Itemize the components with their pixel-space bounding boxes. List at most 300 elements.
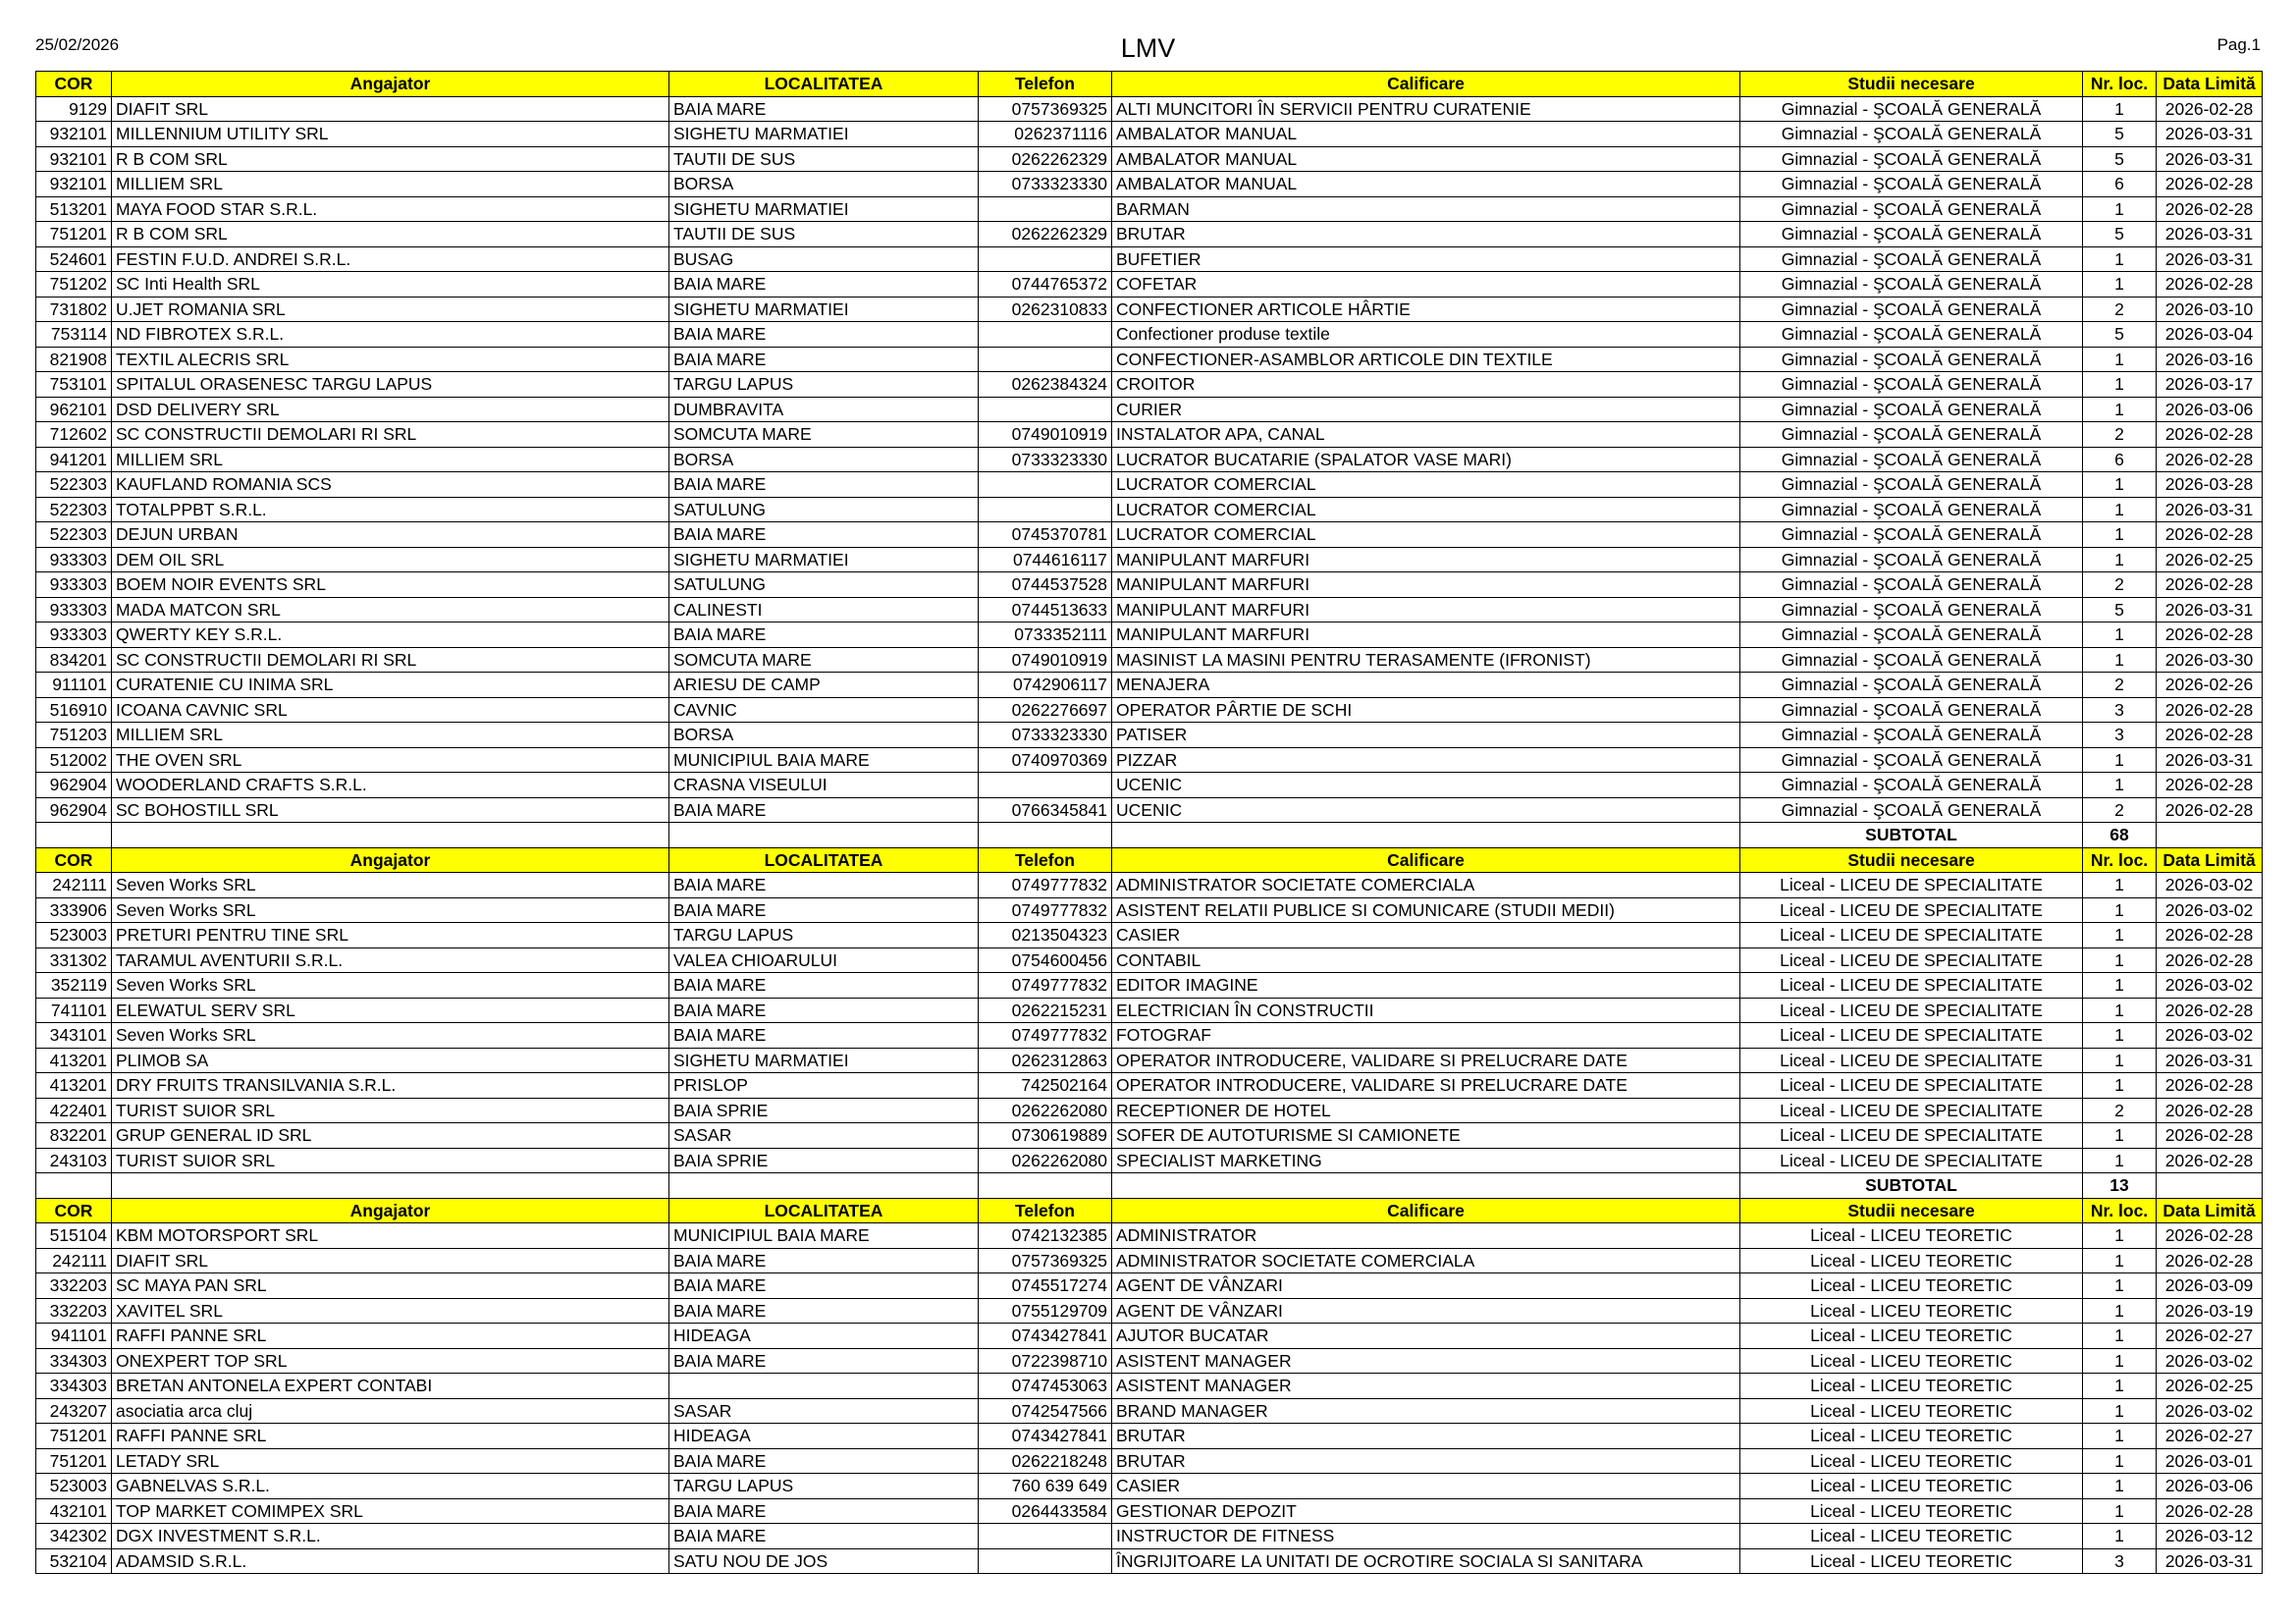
cor-cell: 515104 (36, 1223, 112, 1249)
locality-cell: CRASNA VISEULUI (669, 773, 979, 798)
col-header-cor: COR (36, 1198, 112, 1223)
locality-cell: BAIA MARE (669, 1348, 979, 1374)
locality-cell: SIGHETU MARMATIEI (669, 297, 979, 322)
locality-cell: ARIESU DE CAMP (669, 673, 979, 698)
col-header-employer: Angajator (112, 72, 669, 97)
locality-cell: BAIA MARE (669, 1524, 979, 1549)
qualification-cell: MENAJERA (1112, 673, 1740, 698)
positions-cell: 1 (2083, 1398, 2157, 1424)
employer-cell: asociatia arca cluj (112, 1398, 669, 1424)
locality-cell: SATU NOU DE JOS (669, 1548, 979, 1574)
deadline-cell: 2026-02-28 (2157, 422, 2263, 448)
qualification-cell: ALTI MUNCITORI ÎN SERVICII PENTRU CURATENIE (1112, 96, 1740, 122)
table-row (36, 96, 2263, 122)
locality-cell: BAIA MARE (669, 96, 979, 122)
table-row (36, 673, 2263, 698)
positions-cell: 1 (2083, 96, 2157, 122)
table-row (36, 347, 2263, 372)
employer-cell: PLIMOB SA (112, 1048, 669, 1073)
locality-cell: SASAR (669, 1123, 979, 1149)
cor-cell: 941101 (36, 1324, 112, 1349)
employer-cell: KAUFLAND ROMANIA SCS (112, 472, 669, 498)
employer-cell: SC Inti Health SRL (112, 272, 669, 298)
locality-cell: SIGHETU MARMATIEI (669, 547, 979, 572)
phone-cell: 0262384324 (979, 372, 1112, 398)
studies-cell: Gimnazial - ŞCOALĂ GENERALĂ (1740, 322, 2083, 348)
phone-cell: 0262262080 (979, 1098, 1112, 1123)
deadline-cell: 2026-03-02 (2157, 873, 2263, 898)
positions-cell: 1 (2083, 246, 2157, 272)
table-row (36, 998, 2263, 1023)
table-row (36, 623, 2263, 648)
phone-cell: 0733352111 (979, 623, 1112, 648)
employer-cell: MADA MATCON SRL (112, 597, 669, 623)
cor-cell: 334303 (36, 1348, 112, 1374)
studies-cell: Liceal - LICEU TEORETIC (1740, 1374, 2083, 1399)
col-header-employer: Angajator (112, 1198, 669, 1223)
col-header-locality: LOCALITATEA (669, 1198, 979, 1223)
studies-cell: Gimnazial - ŞCOALĂ GENERALĂ (1740, 196, 2083, 222)
phone-cell: 0262262080 (979, 1148, 1112, 1173)
studies-cell: Liceal - LICEU TEORETIC (1740, 1348, 2083, 1374)
studies-cell: Liceal - LICEU TEORETIC (1740, 1548, 2083, 1574)
positions-cell: 1 (2083, 1348, 2157, 1374)
studies-cell: Gimnazial - ŞCOALĂ GENERALĂ (1740, 122, 2083, 147)
employer-cell: Seven Works SRL (112, 1023, 669, 1049)
qualification-cell: LUCRATOR COMERCIAL (1112, 472, 1740, 498)
employer-cell: RAFFI PANNE SRL (112, 1424, 669, 1449)
qualification-cell: CONFECTIONER ARTICOLE HÂRTIE (1112, 297, 1740, 322)
positions-cell: 2 (2083, 572, 2157, 598)
table-row (36, 1273, 2263, 1299)
deadline-cell: 2026-03-06 (2157, 1474, 2263, 1499)
table-row (36, 522, 2263, 548)
phone-cell: 0757369325 (979, 1248, 1112, 1273)
deadline-cell: 2026-02-28 (2157, 1223, 2263, 1249)
table-row (36, 322, 2263, 348)
table-header-row (36, 1198, 2263, 1223)
employer-cell: RAFFI PANNE SRL (112, 1324, 669, 1349)
studies-cell: Liceal - LICEU TEORETIC (1740, 1273, 2083, 1299)
phone-cell (979, 397, 1112, 422)
studies-cell: Gimnazial - ŞCOALĂ GENERALĂ (1740, 522, 2083, 548)
phone-cell: 0744513633 (979, 597, 1112, 623)
table-row (36, 497, 2263, 522)
phone-cell: 0742547566 (979, 1398, 1112, 1424)
cor-cell: 753101 (36, 372, 112, 398)
phone-cell (979, 347, 1112, 372)
col-header-phone: Telefon (979, 1198, 1112, 1223)
qualification-cell: UCENIC (1112, 773, 1740, 798)
phone-cell: 0749777832 (979, 897, 1112, 923)
phone-cell: 0722398710 (979, 1348, 1112, 1374)
qualification-cell: CONTABIL (1112, 947, 1740, 973)
table-row (36, 222, 2263, 247)
studies-cell: Liceal - LICEU DE SPECIALITATE (1740, 973, 2083, 999)
cor-cell: 941201 (36, 447, 112, 472)
studies-cell: Liceal - LICEU DE SPECIALITATE (1740, 998, 2083, 1023)
deadline-cell: 2026-02-28 (2157, 1248, 2263, 1273)
locality-cell: CALINESTI (669, 597, 979, 623)
studies-cell: Liceal - LICEU TEORETIC (1740, 1248, 2083, 1273)
studies-cell: Gimnazial - ŞCOALĂ GENERALĂ (1740, 246, 2083, 272)
qualification-cell: BRUTAR (1112, 222, 1740, 247)
deadline-cell: 2026-02-28 (2157, 272, 2263, 298)
table-row (36, 1123, 2263, 1149)
studies-cell: Gimnazial - ŞCOALĂ GENERALĂ (1740, 146, 2083, 172)
employer-cell: SC CONSTRUCTII DEMOLARI RI SRL (112, 422, 669, 448)
cor-cell: 343101 (36, 1023, 112, 1049)
table-row (36, 1548, 2263, 1574)
positions-cell: 3 (2083, 697, 2157, 723)
table-row (36, 1223, 2263, 1249)
employer-cell: DEJUN URBAN (112, 522, 669, 548)
table-row (36, 597, 2263, 623)
phone-cell: 0744537528 (979, 572, 1112, 598)
locality-cell: SATULUNG (669, 572, 979, 598)
cor-cell: 962101 (36, 397, 112, 422)
positions-cell: 1 (2083, 1223, 2157, 1249)
employer-cell: R B COM SRL (112, 146, 669, 172)
cor-cell: 524601 (36, 246, 112, 272)
positions-cell: 1 (2083, 923, 2157, 948)
cor-cell: 933303 (36, 572, 112, 598)
locality-cell: MUNICIPIUL BAIA MARE (669, 747, 979, 773)
deadline-cell: 2026-03-31 (2157, 246, 2263, 272)
phone-cell: 0262371116 (979, 122, 1112, 147)
phone-cell: 0742132385 (979, 1223, 1112, 1249)
positions-cell: 1 (2083, 397, 2157, 422)
deadline-cell: 2026-03-28 (2157, 472, 2263, 498)
cor-cell: 741101 (36, 998, 112, 1023)
employer-cell: SC BOHOSTILL SRL (112, 797, 669, 823)
studies-cell: Gimnazial - ŞCOALĂ GENERALĂ (1740, 647, 2083, 673)
deadline-cell: 2026-02-28 (2157, 1073, 2263, 1099)
subtotal-empty-cell (1112, 823, 1740, 848)
deadline-cell: 2026-03-02 (2157, 1398, 2263, 1424)
deadline-cell: 2026-02-28 (2157, 998, 2263, 1023)
positions-cell: 1 (2083, 472, 2157, 498)
table-row (36, 747, 2263, 773)
table-row (36, 146, 2263, 172)
table-row (36, 1298, 2263, 1324)
studies-cell: Gimnazial - ŞCOALĂ GENERALĂ (1740, 623, 2083, 648)
col-header-locality: LOCALITATEA (669, 72, 979, 97)
positions-cell: 1 (2083, 1474, 2157, 1499)
studies-cell: Gimnazial - ŞCOALĂ GENERALĂ (1740, 272, 2083, 298)
employer-cell: ADAMSID S.R.L. (112, 1548, 669, 1574)
positions-cell: 1 (2083, 1048, 2157, 1073)
qualification-cell: ASISTENT MANAGER (1112, 1374, 1740, 1399)
studies-cell: Gimnazial - ŞCOALĂ GENERALĂ (1740, 773, 2083, 798)
table-row (36, 1023, 2263, 1049)
subtotal-empty-cell (669, 1173, 979, 1199)
positions-cell: 1 (2083, 1524, 2157, 1549)
qualification-cell: BARMAN (1112, 196, 1740, 222)
deadline-cell: 2026-03-02 (2157, 973, 2263, 999)
studies-cell: Gimnazial - ŞCOALĂ GENERALĂ (1740, 697, 2083, 723)
deadline-cell: 2026-03-31 (2157, 146, 2263, 172)
deadline-cell: 2026-03-31 (2157, 122, 2263, 147)
phone-cell (979, 472, 1112, 498)
table-row (36, 697, 2263, 723)
table-row (36, 897, 2263, 923)
locality-cell: BUSAG (669, 246, 979, 272)
studies-cell: Liceal - LICEU DE SPECIALITATE (1740, 1123, 2083, 1149)
deadline-cell: 2026-03-02 (2157, 897, 2263, 923)
phone-cell (979, 1524, 1112, 1549)
employer-cell: DGX INVESTMENT S.R.L. (112, 1524, 669, 1549)
locality-cell: BAIA MARE (669, 623, 979, 648)
positions-cell: 1 (2083, 547, 2157, 572)
phone-cell: 0262262329 (979, 146, 1112, 172)
cor-cell: 932101 (36, 122, 112, 147)
qualification-cell: SOFER DE AUTOTURISME SI CAMIONETE (1112, 1123, 1740, 1149)
qualification-cell: ADMINISTRATOR SOCIETATE COMERCIALA (1112, 873, 1740, 898)
locality-cell: SIGHETU MARMATIEI (669, 196, 979, 222)
table-row (36, 923, 2263, 948)
phone-cell: 0262262329 (979, 222, 1112, 247)
positions-cell: 1 (2083, 1498, 2157, 1524)
phone-cell: 0730619889 (979, 1123, 1112, 1149)
locality-cell: BAIA MARE (669, 998, 979, 1023)
cor-cell: 523003 (36, 923, 112, 948)
locality-cell: TARGU LAPUS (669, 923, 979, 948)
locality-cell: BAIA MARE (669, 1248, 979, 1273)
qualification-cell: OPERATOR INTRODUCERE, VALIDARE SI PRELUCRARE DATE (1112, 1073, 1740, 1099)
phone-cell: 0742906117 (979, 673, 1112, 698)
subtotal-empty-cell (112, 823, 669, 848)
qualification-cell: BRUTAR (1112, 1448, 1740, 1474)
phone-cell: 0262215231 (979, 998, 1112, 1023)
deadline-cell: 2026-02-28 (2157, 623, 2263, 648)
employer-cell: KBM MOTORSPORT SRL (112, 1223, 669, 1249)
table-row (36, 1048, 2263, 1073)
positions-cell: 2 (2083, 422, 2157, 448)
locality-cell: BAIA MARE (669, 797, 979, 823)
cor-cell: 932101 (36, 172, 112, 197)
col-header-studies: Studii necesare (1740, 847, 2083, 873)
col-header-positions: Nr. loc. (2083, 847, 2157, 873)
qualification-cell: EDITOR IMAGINE (1112, 973, 1740, 999)
cor-cell: 352119 (36, 973, 112, 999)
phone-cell: 0757369325 (979, 96, 1112, 122)
studies-cell: Liceal - LICEU DE SPECIALITATE (1740, 1148, 2083, 1173)
locality-cell: SIGHETU MARMATIEI (669, 1048, 979, 1073)
employer-cell: DIAFIT SRL (112, 96, 669, 122)
deadline-cell: 2026-02-28 (2157, 447, 2263, 472)
positions-cell: 5 (2083, 222, 2157, 247)
locality-cell: SOMCUTA MARE (669, 647, 979, 673)
studies-cell: Liceal - LICEU TEORETIC (1740, 1498, 2083, 1524)
table-row (36, 973, 2263, 999)
table-row (36, 1248, 2263, 1273)
positions-cell: 1 (2083, 1073, 2157, 1099)
locality-cell: BAIA MARE (669, 1023, 979, 1049)
positions-cell: 1 (2083, 1324, 2157, 1349)
positions-cell: 3 (2083, 1548, 2157, 1574)
studies-cell: Liceal - LICEU TEORETIC (1740, 1223, 2083, 1249)
table-row (36, 122, 2263, 147)
table-row (36, 272, 2263, 298)
employer-cell: MILLIEM SRL (112, 447, 669, 472)
deadline-cell: 2026-03-16 (2157, 347, 2263, 372)
positions-cell: 6 (2083, 447, 2157, 472)
positions-cell: 1 (2083, 272, 2157, 298)
qualification-cell: MASINIST LA MASINI PENTRU TERASAMENTE (IFRONIST) (1112, 647, 1740, 673)
qualification-cell: BRUTAR (1112, 1424, 1740, 1449)
table-row (36, 422, 2263, 448)
deadline-cell: 2026-03-19 (2157, 1298, 2263, 1324)
positions-cell: 3 (2083, 723, 2157, 748)
col-header-employer: Angajator (112, 847, 669, 873)
table-row (36, 297, 2263, 322)
col-header-cor: COR (36, 72, 112, 97)
locality-cell: MUNICIPIUL BAIA MARE (669, 1223, 979, 1249)
positions-cell: 1 (2083, 522, 2157, 548)
table-row (36, 172, 2263, 197)
studies-cell: Gimnazial - ŞCOALĂ GENERALĂ (1740, 172, 2083, 197)
col-header-cor: COR (36, 847, 112, 873)
col-header-phone: Telefon (979, 847, 1112, 873)
page-number: Pag.1 (2216, 35, 2261, 54)
table-row (36, 1098, 2263, 1123)
cor-cell: 522303 (36, 522, 112, 548)
table-row (36, 1424, 2263, 1449)
qualification-cell: CROITOR (1112, 372, 1740, 398)
positions-cell: 1 (2083, 773, 2157, 798)
locality-cell: SATULUNG (669, 497, 979, 522)
phone-cell: 0740970369 (979, 747, 1112, 773)
locality-cell: HIDEAGA (669, 1324, 979, 1349)
cor-cell: 516910 (36, 697, 112, 723)
table-row (36, 647, 2263, 673)
cor-cell: 751201 (36, 1448, 112, 1474)
table-row (36, 947, 2263, 973)
table-row (36, 196, 2263, 222)
cor-cell: 911101 (36, 673, 112, 698)
studies-cell: Gimnazial - ŞCOALĂ GENERALĂ (1740, 723, 2083, 748)
studies-cell: Gimnazial - ŞCOALĂ GENERALĂ (1740, 797, 2083, 823)
col-header-locality: LOCALITATEA (669, 847, 979, 873)
positions-cell: 1 (2083, 347, 2157, 372)
phone-cell: 0264433584 (979, 1498, 1112, 1524)
locality-cell: BAIA MARE (669, 1273, 979, 1299)
col-header-phone: Telefon (979, 72, 1112, 97)
phone-cell: 0733323330 (979, 723, 1112, 748)
employer-cell: BRETAN ANTONELA EXPERT CONTABI (112, 1374, 669, 1399)
qualification-cell: ADMINISTRATOR SOCIETATE COMERCIALA (1112, 1248, 1740, 1273)
col-header-deadline: Data Limită (2157, 847, 2263, 873)
employer-cell: DEM OIL SRL (112, 547, 669, 572)
deadline-cell: 2026-03-02 (2157, 1023, 2263, 1049)
qualification-cell: AMBALATOR MANUAL (1112, 122, 1740, 147)
deadline-cell: 2026-03-06 (2157, 397, 2263, 422)
employer-cell: THE OVEN SRL (112, 747, 669, 773)
report-title: LMV (1120, 33, 1176, 63)
cor-cell: 413201 (36, 1073, 112, 1099)
table-row (36, 1148, 2263, 1173)
positions-cell: 1 (2083, 1448, 2157, 1474)
phone-cell: 0755129709 (979, 1298, 1112, 1324)
table-header-row (36, 72, 2263, 97)
studies-cell: Liceal - LICEU DE SPECIALITATE (1740, 873, 2083, 898)
qualification-cell: COFETAR (1112, 272, 1740, 298)
employer-cell: FESTIN F.U.D. ANDREI S.R.L. (112, 246, 669, 272)
studies-cell: Gimnazial - ŞCOALĂ GENERALĂ (1740, 472, 2083, 498)
employer-cell: SC MAYA PAN SRL (112, 1273, 669, 1299)
cor-cell: 933303 (36, 597, 112, 623)
employer-cell: Seven Works SRL (112, 873, 669, 898)
studies-cell: Liceal - LICEU DE SPECIALITATE (1740, 1048, 2083, 1073)
subtotal-label: SUBTOTAL (1740, 1173, 2083, 1199)
deadline-cell: 2026-02-28 (2157, 797, 2263, 823)
deadline-cell: 2026-02-28 (2157, 96, 2263, 122)
subtotal-row (36, 1173, 2263, 1199)
employer-cell: QWERTY KEY S.R.L. (112, 623, 669, 648)
deadline-cell: 2026-03-31 (2157, 1048, 2263, 1073)
positions-cell: 1 (2083, 372, 2157, 398)
studies-cell: Liceal - LICEU DE SPECIALITATE (1740, 1098, 2083, 1123)
deadline-cell: 2026-03-10 (2157, 297, 2263, 322)
positions-cell: 1 (2083, 1123, 2157, 1149)
qualification-cell: FOTOGRAF (1112, 1023, 1740, 1049)
deadline-cell: 2026-02-28 (2157, 773, 2263, 798)
phone-cell: 0745370781 (979, 522, 1112, 548)
qualification-cell: AGENT DE VÂNZARI (1112, 1298, 1740, 1324)
positions-cell: 1 (2083, 973, 2157, 999)
studies-cell: Liceal - LICEU TEORETIC (1740, 1398, 2083, 1424)
phone-cell: 760 639 649 (979, 1474, 1112, 1499)
cor-cell: 962904 (36, 773, 112, 798)
phone-cell: 742502164 (979, 1073, 1112, 1099)
qualification-cell: PATISER (1112, 723, 1740, 748)
cor-cell: 532104 (36, 1548, 112, 1574)
cor-cell: 933303 (36, 547, 112, 572)
col-header-qualification: Calificare (1112, 1198, 1740, 1223)
table-row (36, 547, 2263, 572)
cor-cell: 753114 (36, 322, 112, 348)
locality-cell: BAIA MARE (669, 1498, 979, 1524)
studies-cell: Liceal - LICEU TEORETIC (1740, 1448, 2083, 1474)
deadline-cell: 2026-03-12 (2157, 1524, 2263, 1549)
qualification-cell: CURIER (1112, 397, 1740, 422)
cor-cell: 242111 (36, 873, 112, 898)
subtotal-empty-cell (2157, 823, 2263, 848)
studies-cell: Gimnazial - ŞCOALĂ GENERALĂ (1740, 96, 2083, 122)
positions-cell: 1 (2083, 1424, 2157, 1449)
phone-cell: 0745517274 (979, 1273, 1112, 1299)
studies-cell: Gimnazial - ŞCOALĂ GENERALĂ (1740, 572, 2083, 598)
subtotal-value: 13 (2083, 1173, 2157, 1199)
table-row (36, 1498, 2263, 1524)
table-row (36, 1073, 2263, 1099)
positions-cell: 1 (2083, 623, 2157, 648)
positions-cell: 1 (2083, 947, 2157, 973)
deadline-cell: 2026-03-01 (2157, 1448, 2263, 1474)
locality-cell: CAVNIC (669, 697, 979, 723)
locality-cell: BAIA MARE (669, 272, 979, 298)
employer-cell: MILLIEM SRL (112, 172, 669, 197)
locality-cell: TARGU LAPUS (669, 372, 979, 398)
deadline-cell: 2026-02-28 (2157, 1498, 2263, 1524)
studies-cell: Liceal - LICEU DE SPECIALITATE (1740, 897, 2083, 923)
locality-cell: PRISLOP (669, 1073, 979, 1099)
locality-cell: BAIA MARE (669, 1448, 979, 1474)
deadline-cell: 2026-02-28 (2157, 196, 2263, 222)
table-row (36, 1324, 2263, 1349)
deadline-cell: 2026-02-26 (2157, 673, 2263, 698)
